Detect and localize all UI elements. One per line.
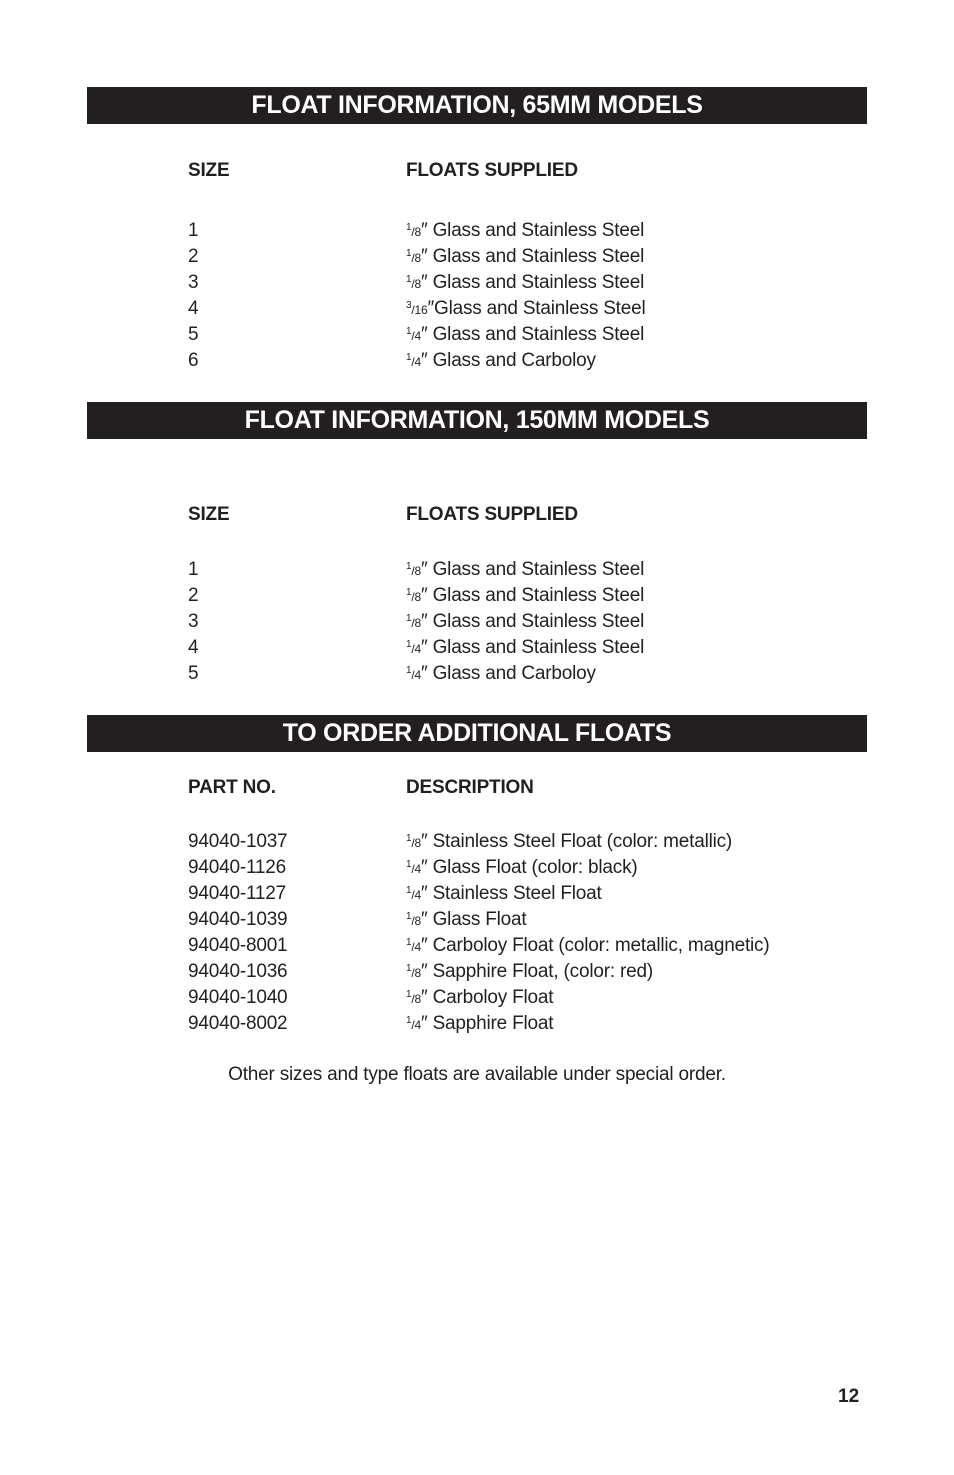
fraction: $^1$/8 — [406, 911, 421, 928]
floats-supplied-value: $^1$/4″ Glass and Stainless Steel — [406, 637, 645, 658]
section-title-order-floats: TO ORDER ADDITIONAL FLOATS — [87, 715, 867, 752]
floats-supplied-value: $^1$/8″ Glass and Stainless Steel — [406, 611, 645, 632]
floats-supplied-value: $^1$/8″ Glass and Stainless Steel — [406, 246, 645, 267]
size-value: 6 — [188, 350, 199, 371]
part-number: 94040-1037 — [188, 831, 288, 852]
fraction: $^1$/4 — [406, 885, 421, 902]
size-value: 4 — [188, 298, 199, 319]
part-description: $^1$/8″ Glass Float — [406, 909, 527, 930]
fraction: $^1$/8 — [406, 833, 421, 850]
part-number: 94040-8001 — [188, 935, 288, 956]
fraction: $^1$/8 — [406, 274, 421, 291]
page-number: 12 — [838, 1386, 860, 1407]
part-description: $^1$/4″ Sapphire Float — [406, 1013, 554, 1034]
fraction: $^1$/4 — [406, 665, 421, 682]
part-description: $^1$/4″ Stainless Steel Float — [406, 883, 602, 904]
size-value: 1 — [188, 220, 199, 241]
floats-supplied-value: $^1$/4″ Glass and Stainless Steel — [406, 324, 645, 345]
fraction: $^1$/4 — [406, 352, 421, 369]
part-number: 94040-1126 — [188, 857, 287, 878]
floats-supplied-value: $^1$/4″ Glass and Carboloy — [406, 663, 596, 684]
size-value: 5 — [188, 663, 199, 684]
fraction: $^3$/16 — [406, 300, 428, 317]
fraction: $^1$/8 — [406, 989, 421, 1006]
part-description: $^1$/4″ Carboloy Float (color: metallic, magnetic) — [406, 935, 770, 956]
size-value: 1 — [188, 559, 199, 580]
floats-supplied-value: $^1$/4″ Glass and Carboloy — [406, 350, 596, 371]
fraction: $^1$/4 — [406, 937, 421, 954]
fraction: $^1$/8 — [406, 587, 421, 604]
part-number: 94040-1039 — [188, 909, 288, 930]
size-value: 2 — [188, 585, 199, 606]
part-number: 94040-1127 — [188, 883, 287, 904]
fraction: $^1$/4 — [406, 859, 421, 876]
fraction: $^1$/4 — [406, 326, 421, 343]
size-column-header: SIZE — [188, 504, 230, 525]
part-description: $^1$/8″ Carboloy Float — [406, 987, 554, 1008]
size-value: 3 — [188, 272, 199, 293]
description-column-header: DESCRIPTION — [406, 777, 534, 798]
floats-supplied-value: $^1$/8″ Glass and Stainless Steel — [406, 220, 645, 241]
fraction: $^1$/8 — [406, 561, 421, 578]
special-order-note: Other sizes and type floats are available under special order. — [228, 1064, 726, 1085]
part-number: 94040-1040 — [188, 987, 288, 1008]
fraction: $^1$/4 — [406, 1015, 421, 1032]
part-no-column-header: PART NO. — [188, 777, 276, 798]
part-description: $^1$/8″ Sapphire Float, (color: red) — [406, 961, 653, 982]
part-number: 94040-8002 — [188, 1013, 288, 1034]
floats-supplied-value: $^1$/8″ Glass and Stainless Steel — [406, 585, 645, 606]
floats-supplied-column-header: FLOATS SUPPLIED — [406, 504, 578, 525]
size-column-header: SIZE — [188, 160, 230, 181]
section-title-65mm: FLOAT INFORMATION, 65MM MODELS — [87, 87, 867, 124]
fraction: $^1$/8 — [406, 613, 421, 630]
section-title-150mm: FLOAT INFORMATION, 150MM MODELS — [87, 402, 867, 439]
fraction: $^1$/4 — [406, 639, 421, 656]
fraction: $^1$/8 — [406, 248, 421, 265]
size-value: 3 — [188, 611, 199, 632]
part-description: $^1$/8″ Stainless Steel Float (color: metallic) — [406, 831, 733, 852]
size-value: 2 — [188, 246, 199, 267]
part-number: 94040-1036 — [188, 961, 288, 982]
size-value: 4 — [188, 637, 199, 658]
size-value: 5 — [188, 324, 199, 345]
floats-supplied-value: $^1$/8″ Glass and Stainless Steel — [406, 272, 645, 293]
part-description: $^1$/4″ Glass Float (color: black) — [406, 857, 638, 878]
fraction: $^1$/8 — [406, 963, 421, 980]
floats-supplied-value: $^3$/16″Glass and Stainless Steel — [406, 298, 646, 319]
floats-supplied-value: $^1$/8″ Glass and Stainless Steel — [406, 559, 645, 580]
fraction: $^1$/8 — [406, 222, 421, 239]
floats-supplied-column-header: FLOATS SUPPLIED — [406, 160, 578, 181]
